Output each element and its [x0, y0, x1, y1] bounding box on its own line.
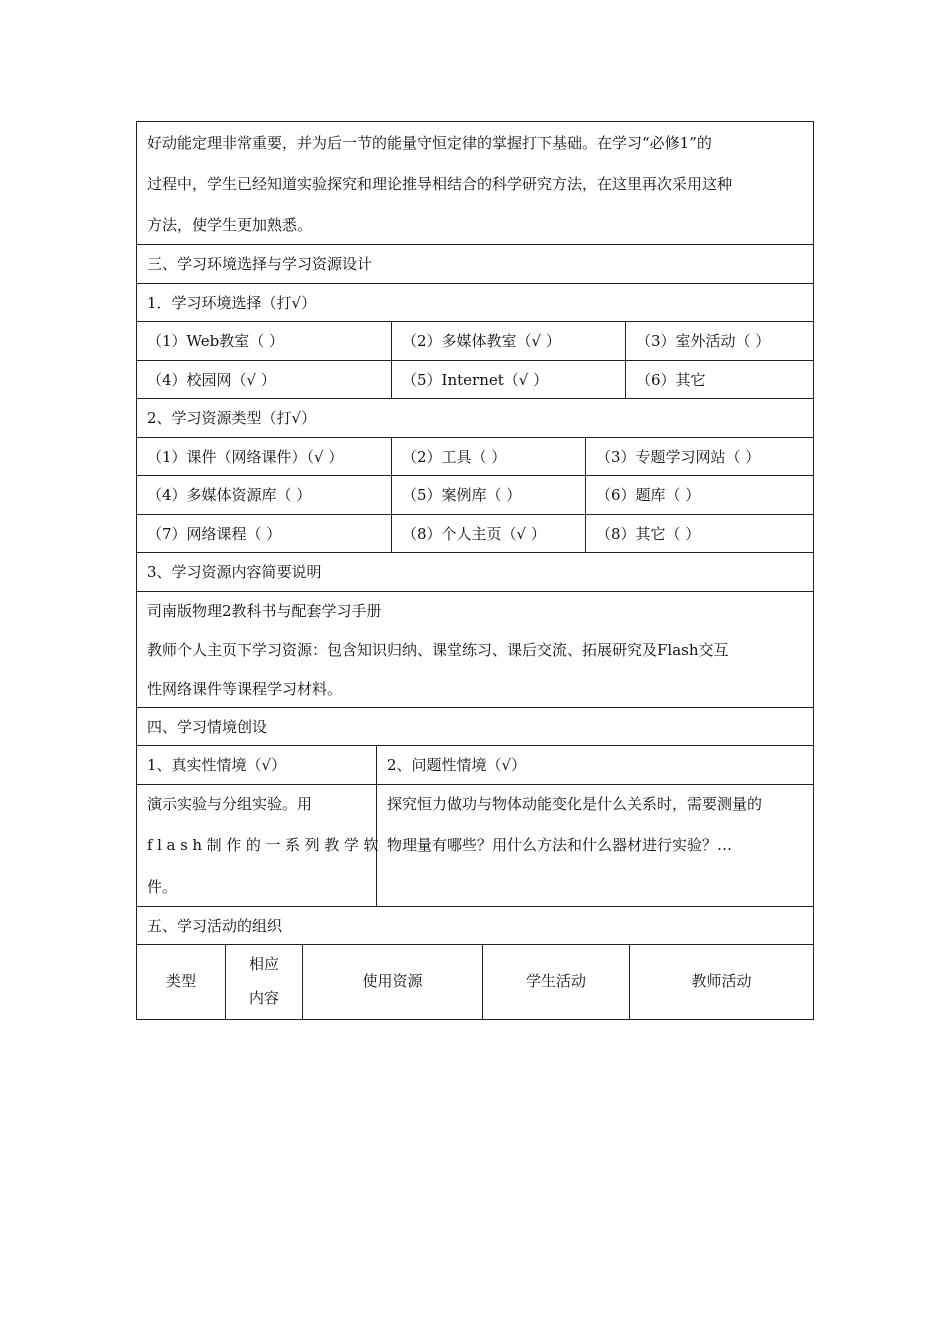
res-option: （3）专题学习网站（ ）	[585, 438, 813, 475]
res-type-title-row	[136, 399, 814, 438]
env-option-other: （6）其它	[625, 361, 813, 398]
problem-line: 物理量有哪些？用什么方法和什么器材进行实验？…	[387, 836, 733, 854]
header-student-activity: 学生活动	[482, 945, 629, 1019]
env-option-multimedia: （2）多媒体教室（√ ）	[391, 322, 625, 360]
res-option: （1）课件（网络课件）（√ ）	[147, 448, 344, 466]
res-option: （2）工具（ ）	[391, 438, 585, 475]
real-line: 件。	[147, 878, 178, 896]
res-option: （7）网络课程（ ）	[147, 525, 282, 543]
res-type-row	[136, 515, 814, 553]
section5-title: 五、学习活动的组织	[147, 917, 283, 935]
intro-line: 过程中，学生已经知道实验探究和理论推导相结合的科学研究方法，在这里再次采用这种	[147, 175, 733, 193]
situation-title-row	[136, 746, 814, 785]
header-type: 类型	[165, 972, 196, 990]
problem-line: 探究恒力做功与物体动能变化是什么关系时，需要测量的	[387, 795, 763, 813]
header-teacher-activity: 教师活动	[629, 945, 813, 1019]
res-desc-line: 性网络课件等课程学习材料。	[147, 680, 343, 698]
real-situation-title: 1、真实性情境（√）	[147, 756, 287, 774]
res-desc-body	[136, 592, 814, 708]
res-option: （8）其它（ ）	[585, 515, 813, 552]
res-desc-title-row	[136, 553, 814, 592]
env-option-campus: （4）校园网（√ ）	[147, 371, 276, 389]
situation-content-row	[136, 785, 814, 907]
section4-heading-row	[136, 708, 814, 746]
res-type-row	[136, 438, 814, 476]
env-title-row	[136, 284, 814, 322]
real-situation-text	[137, 785, 384, 906]
env-option-web: （1）Web教室（ ）	[147, 332, 284, 350]
intro-line: 好动能定理非常重要，并为后一节的能量守恒定律的掌握打下基础。在学习“必修1”的	[147, 134, 712, 152]
res-option: （6）题库（ ）	[585, 476, 813, 514]
res-option: （8）个人主页（√ ）	[391, 515, 585, 552]
section3-heading-row	[136, 245, 814, 284]
real-line: 演示实验与分组实验。用	[147, 795, 313, 813]
res-desc-title: 3、学习资源内容简要说明	[147, 563, 322, 581]
activity-header-row	[136, 945, 814, 1020]
res-option: （5）案例库（ ）	[391, 476, 585, 514]
env-options-row	[136, 322, 814, 361]
res-type-row	[136, 476, 814, 515]
document-table	[136, 121, 814, 1020]
res-desc-line: 司南版物理2教科书与配套学习手册	[147, 602, 382, 620]
env-option-internet: （5）Internet（√ ）	[391, 361, 625, 398]
real-line: flash制作的一系列教学软	[147, 836, 384, 854]
env-title: 1．学习环境选择（打√）	[147, 294, 317, 312]
problem-situation-text	[376, 785, 813, 906]
res-type-title: 2、学习资源类型（打√）	[147, 409, 317, 427]
section5-heading-row	[136, 907, 814, 945]
env-options-row	[136, 361, 814, 399]
header-resources: 使用资源	[302, 945, 482, 1019]
intro-line: 方法，使学生更加熟悉。	[147, 216, 313, 234]
res-option: （4）多媒体资源库（ ）	[147, 486, 312, 504]
problem-situation-title: 2、问题性情境（√）	[376, 746, 813, 784]
section3-title: 三、学习环境选择与学习资源设计	[147, 255, 373, 273]
intro-paragraph	[136, 121, 814, 245]
header-content: 相应 内容	[225, 945, 302, 1019]
section4-title: 四、学习情境创设	[147, 718, 268, 736]
res-desc-line: 教师个人主页下学习资源：包含知识归纳、课堂练习、课后交流、拓展研究及Flash交互	[147, 641, 729, 659]
env-option-outdoor: （3）室外活动（ ）	[625, 322, 813, 360]
